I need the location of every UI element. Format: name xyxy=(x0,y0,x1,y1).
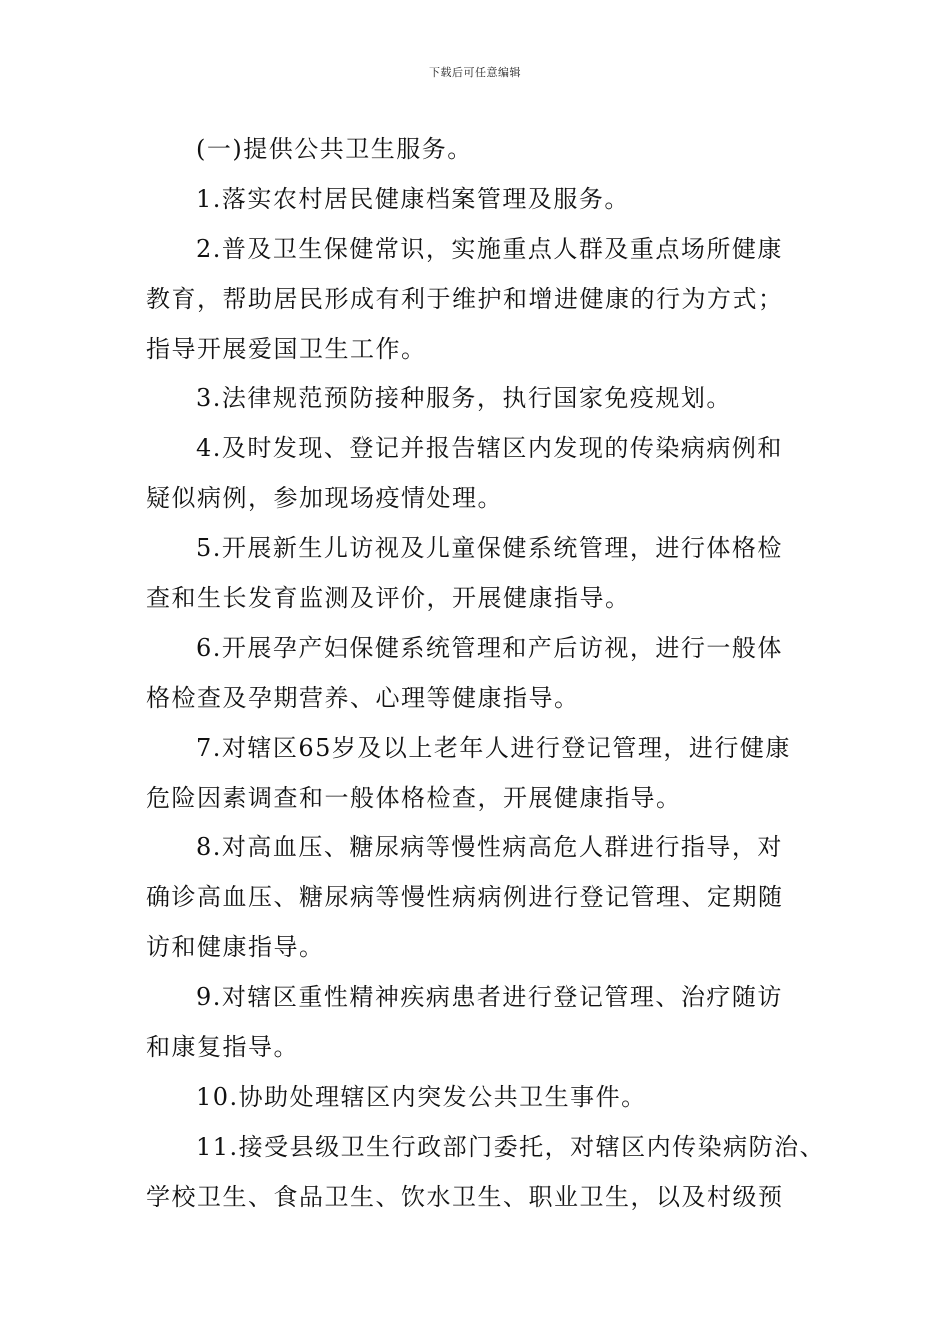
paragraph-line: 格检查及孕期营养、心理等健康指导。 xyxy=(146,684,580,712)
page-header: 下载后可任意编辑 xyxy=(429,66,521,79)
paragraph-line: 和康复指导。 xyxy=(146,1033,299,1061)
paragraph-line: 6.开展孕产妇保健系统管理和产后访视，进行一般体 xyxy=(196,634,783,662)
paragraph-line: 5.开展新生儿访视及儿童保健系统管理，进行体格检 xyxy=(196,534,783,562)
paragraph-line: 11.接受县级卫生行政部门委托，对辖区内传染病防治、 xyxy=(196,1133,826,1161)
paragraph-line: 危险因素调查和一般体格检查，开展健康指导。 xyxy=(146,784,682,812)
section-heading: (一)提供公共卫生服务。 xyxy=(196,135,473,163)
paragraph-line: 查和生长发育监测及评价，开展健康指导。 xyxy=(146,584,631,612)
paragraph-line: 确诊高血压、糖尿病等慢性病病例进行登记管理、定期随 xyxy=(146,883,784,911)
paragraph-line: 指导开展爱国卫生工作。 xyxy=(146,335,427,363)
paragraph-line: 9.对辖区重性精神疾病患者进行登记管理、治疗随访 xyxy=(196,983,783,1011)
paragraph-line: 7.对辖区65岁及以上老年人进行登记管理，进行健康 xyxy=(196,734,791,762)
paragraph-line: 10.协助处理辖区内突发公共卫生事件。 xyxy=(196,1083,647,1111)
paragraph-line: 教育，帮助居民形成有利于维护和增进健康的行为方式； xyxy=(146,285,784,313)
paragraph-line: 3.法律规范预防接种服务，执行国家免疫规划。 xyxy=(196,384,732,412)
paragraph-line: 8.对高血压、糖尿病等慢性病高危人群进行指导，对 xyxy=(196,833,783,861)
paragraph-line: 4.及时发现、登记并报告辖区内发现的传染病病例和 xyxy=(196,434,783,462)
paragraph-line: 1.落实农村居民健康档案管理及服务。 xyxy=(196,185,630,213)
paragraph-line: 2.普及卫生保健常识，实施重点人群及重点场所健康 xyxy=(196,235,783,263)
paragraph-line: 学校卫生、食品卫生、饮水卫生、职业卫生，以及村级预 xyxy=(146,1183,784,1211)
paragraph-line: 访和健康指导。 xyxy=(146,933,325,961)
paragraph-line: 疑似病例，参加现场疫情处理。 xyxy=(146,484,503,512)
